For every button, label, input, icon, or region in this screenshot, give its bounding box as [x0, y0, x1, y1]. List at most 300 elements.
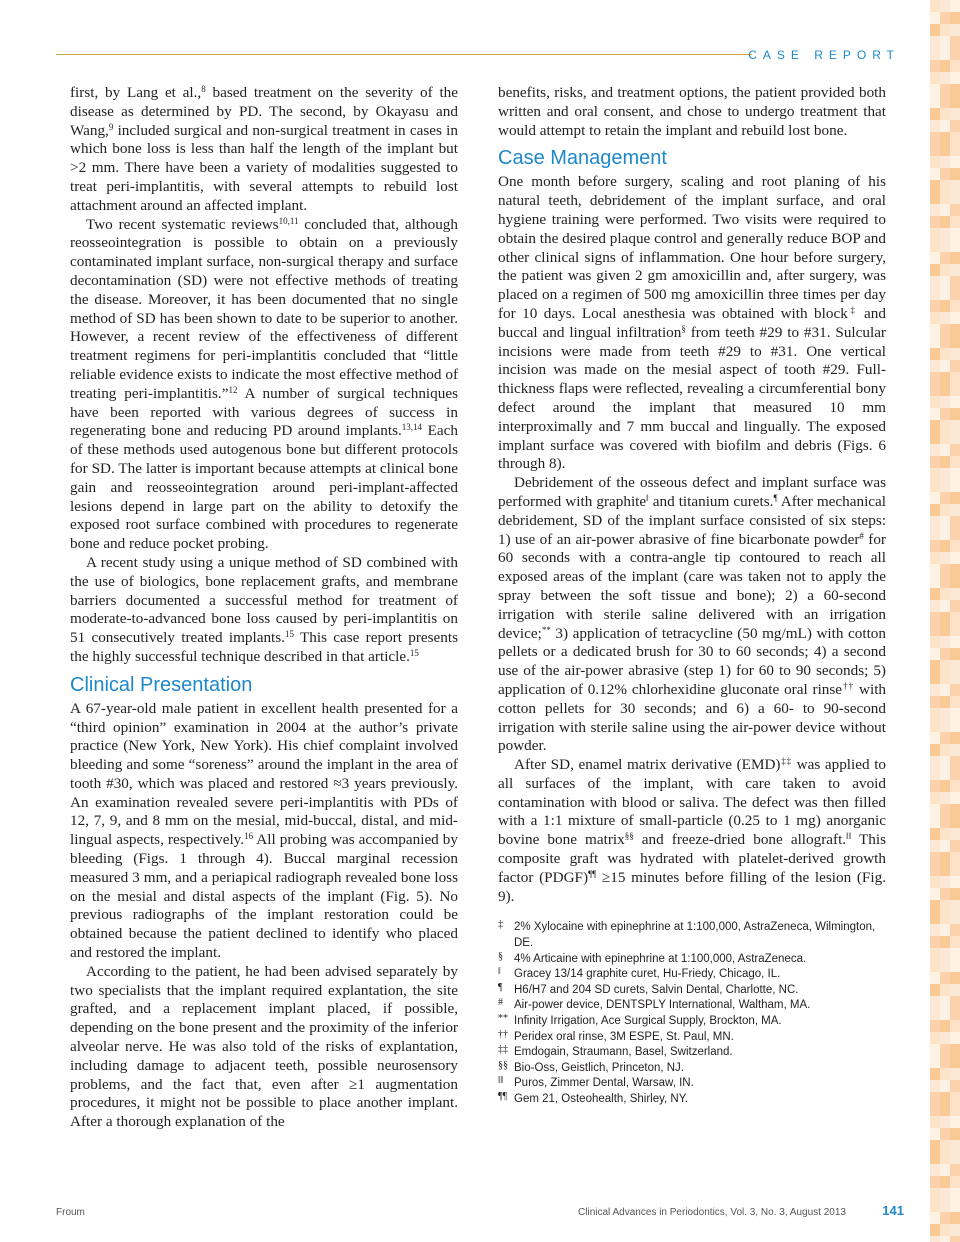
text-run: was applied to all surfaces of the implant, with care taken to avoid contamination with blood or saliva. The defect was then filled with a 1:1 mixture of small-particle (0.25 to 1 mg) anorganic bovine bone matrix — [498, 756, 887, 849]
body-paragraph — [70, 216, 458, 554]
pattern-tile — [950, 540, 960, 552]
pattern-tile — [930, 1032, 940, 1044]
pattern-tile — [930, 468, 940, 480]
pattern-tile — [950, 912, 960, 924]
pattern-tile — [950, 432, 960, 444]
pattern-tile — [950, 444, 960, 456]
pattern-tile — [940, 48, 950, 60]
pattern-tile — [930, 924, 940, 936]
pattern-tile — [930, 300, 940, 312]
pattern-tile — [950, 1212, 960, 1224]
pattern-tile — [930, 84, 940, 96]
pattern-tile — [940, 600, 950, 612]
pattern-tile — [940, 624, 950, 636]
reference-superscript: §§ — [624, 831, 634, 842]
pattern-tile — [950, 768, 960, 780]
pattern-tile — [930, 900, 940, 912]
footnote — [498, 1061, 886, 1077]
section-label: CASE REPORT — [748, 48, 900, 62]
pattern-tile — [930, 756, 940, 768]
pattern-tile — [950, 480, 960, 492]
pattern-tile — [930, 396, 940, 408]
pattern-tile — [930, 444, 940, 456]
pattern-tile — [940, 288, 950, 300]
pattern-tile — [930, 240, 940, 252]
footnote-text: Gracey 13/14 graphite curet, Hu-Friedy, Chicago, IL. — [514, 968, 781, 981]
text-run: first, by Lang et al., — [70, 84, 202, 101]
pattern-tile — [930, 204, 940, 216]
pattern-tile — [930, 516, 940, 528]
pattern-tile — [950, 276, 960, 288]
pattern-tile — [950, 1140, 960, 1152]
pattern-tile — [950, 696, 960, 708]
pattern-tile — [950, 408, 960, 420]
pattern-tile — [950, 300, 960, 312]
pattern-tile — [940, 672, 950, 684]
pattern-tile — [950, 468, 960, 480]
text-run: for 60 seconds with a contra-angle tip contoured to reach all exposed areas of the implant (care was taken not to apply the spray between the soft tissue and bone); 2) a 60-second irrigation with sterile saline delivered with an irrigation device; — [498, 530, 886, 642]
pattern-tile — [950, 168, 960, 180]
pattern-tile — [940, 120, 950, 132]
footnote-marker: ‡ — [498, 919, 503, 931]
pattern-tile — [940, 708, 950, 720]
footnote-marker: ¶¶ — [498, 1091, 508, 1102]
pattern-tile — [930, 960, 940, 972]
pattern-tile — [940, 504, 950, 516]
pattern-tile — [950, 192, 960, 204]
text-run: According to the patient, he had been advised separately by two specialists that the implant required explantation, the site grafted, and a replacement implant placed, if possible, depending on the bone present and the proximity of the inferior alveolar nerve. He was also told of the risks of explantation, including damage to adjacent teeth, possible neurosensory problems, and the fact that, even after ≥1 augmentation procedures, it might not be possible to place another implant. After a thorough explanation of the — [70, 962, 458, 1131]
pattern-tile — [950, 528, 960, 540]
pattern-tile — [930, 492, 940, 504]
pattern-tile — [940, 336, 950, 348]
pattern-tile — [940, 264, 950, 276]
pattern-tile — [930, 696, 940, 708]
footnote-text: Emdogain, Straumann, Basel, Switzerland. — [514, 1046, 733, 1059]
pattern-tile — [940, 12, 950, 24]
pattern-tile — [950, 1032, 960, 1044]
pattern-tile — [950, 0, 960, 12]
section-heading: Clinical Presentation — [70, 673, 253, 696]
pattern-tile — [940, 816, 950, 828]
pattern-tile — [930, 420, 940, 432]
pattern-tile — [950, 936, 960, 948]
text-run: ≥15 minutes before filling of the lesion (Fig. 9). — [498, 868, 886, 905]
footnote — [498, 920, 886, 951]
reference-superscript: 15 — [409, 647, 419, 658]
pattern-tile — [940, 60, 950, 72]
pattern-tile — [950, 1008, 960, 1020]
body-paragraph — [70, 700, 458, 963]
pattern-tile — [930, 120, 940, 132]
pattern-tile — [950, 972, 960, 984]
pattern-tile — [950, 516, 960, 528]
pattern-tile — [940, 72, 950, 84]
pattern-tile — [930, 1212, 940, 1224]
pattern-tile — [930, 732, 940, 744]
pattern-tile — [930, 660, 940, 672]
pattern-tile — [950, 648, 960, 660]
pattern-tile — [950, 1056, 960, 1068]
pattern-tile — [940, 36, 950, 48]
pattern-tile — [950, 1020, 960, 1032]
text-run: This composite graft was hydrated with platelet-derived growth factor (PDGF) — [498, 831, 886, 886]
pattern-tile — [930, 864, 940, 876]
pattern-tile — [930, 348, 940, 360]
pattern-tile — [950, 588, 960, 600]
text-run: After SD, enamel matrix derivative (EMD) — [514, 756, 781, 774]
reference-superscript: 9 — [108, 121, 114, 132]
footnote-marker: # — [498, 997, 503, 1009]
text-run: After mechanical debridement, SD of the implant surface consisted of six steps: 1) use of an air-power abrasive of fine bicarbonate powder — [498, 492, 887, 548]
text-run: This case report presents the highly successful technique described in that article. — [70, 629, 458, 665]
footer-author: Froum — [56, 1207, 85, 1218]
pattern-tile — [940, 828, 950, 840]
pattern-tile — [950, 60, 960, 72]
pattern-tile — [930, 144, 940, 156]
text-run: A 67-year-old male patient in excellent health presented for a “third opinion” examination in 2004 at the author’s private practice (New York, New York). His chief complaint involved bleeding and some “soreness” around the implant in the area of tooth #30, which was placed and restored ≈3 years previously. An examination revealed severe peri-implantitis with PDs of 12, 7, 9, and 8 mm on the mesial, mid-buccal, distal, and mid-lingual aspects, respectively. — [70, 699, 458, 849]
pattern-tile — [940, 396, 950, 408]
pattern-tile — [930, 156, 940, 168]
pattern-tile — [940, 744, 950, 756]
pattern-tile — [930, 456, 940, 468]
pattern-tile — [950, 624, 960, 636]
pattern-tile — [950, 72, 960, 84]
pattern-tile — [930, 288, 940, 300]
pattern-tile — [950, 864, 960, 876]
pattern-tile — [940, 108, 950, 120]
pattern-tile — [930, 996, 940, 1008]
pattern-tile — [940, 1164, 950, 1176]
pattern-tile — [950, 12, 960, 24]
pattern-tile — [950, 840, 960, 852]
pattern-tile — [950, 684, 960, 696]
reference-superscript: ** — [541, 624, 551, 635]
text-run: and buccal and lingual infiltration — [498, 304, 886, 341]
pattern-tile — [950, 120, 960, 132]
pattern-tile — [940, 1176, 950, 1188]
pattern-tile — [950, 744, 960, 756]
pattern-tile — [950, 360, 960, 372]
pattern-tile — [930, 408, 940, 420]
pattern-tile — [950, 324, 960, 336]
pattern-tile — [950, 900, 960, 912]
pattern-tile — [930, 1104, 940, 1116]
footnote-list — [498, 920, 886, 1107]
text-run: included surgical and non-surgical treatment in cases in which bone loss is less than half the length of the implant but >2 mm. There have been a variety of modalities suggested to treat peri-implantitis, with several attempts to rebuild lost attachment around an affected implant. — [70, 121, 458, 214]
pattern-tile — [940, 252, 950, 264]
reference-superscript: †† — [842, 680, 855, 691]
reference-superscript: ‡‡ — [780, 756, 792, 767]
pattern-tile — [940, 168, 950, 180]
pattern-tile — [940, 528, 950, 540]
pattern-tile — [930, 72, 940, 84]
body-paragraph — [70, 963, 458, 1132]
pattern-tile — [940, 156, 950, 168]
pattern-tile — [950, 228, 960, 240]
pattern-tile — [930, 1236, 940, 1242]
pattern-tile — [930, 228, 940, 240]
pattern-tile — [950, 180, 960, 192]
pattern-tile — [940, 1020, 950, 1032]
pattern-tile — [940, 588, 950, 600]
reference-superscript: ¶ — [773, 492, 778, 503]
footnote — [498, 1076, 886, 1092]
pattern-tile — [930, 24, 940, 36]
pattern-tile — [940, 384, 950, 396]
pattern-tile — [950, 384, 960, 396]
pattern-tile — [930, 1044, 940, 1056]
pattern-tile — [950, 504, 960, 516]
pattern-tile — [950, 1176, 960, 1188]
pattern-tile — [930, 360, 940, 372]
pattern-tile — [940, 96, 950, 108]
pattern-tile — [930, 264, 940, 276]
pattern-tile — [950, 612, 960, 624]
pattern-tile — [940, 516, 950, 528]
reference-superscript: 16 — [244, 831, 254, 842]
pattern-tile — [940, 840, 950, 852]
pattern-tile — [950, 552, 960, 564]
text-run: One month before surgery, scaling and root planing of his natural teeth, debridement of the implant surface, and oral hygiene training were performed. Two visits were required to obtain the desired plaque control and generally reduce BOP and other clinical signs of inflammation. One hour before surgery, the patient was given 2 gm amoxicillin and, after surgery, was placed on a regimen of 500 mg amoxicillin three times per day for 10 days. Local anesthesia was obtained with block — [498, 173, 886, 322]
pattern-tile — [930, 1152, 940, 1164]
footnote-marker: ¶ — [498, 981, 503, 993]
text-run: and titanium curets. — [648, 492, 774, 510]
pattern-tile — [930, 600, 940, 612]
pattern-tile — [940, 996, 950, 1008]
pattern-tile — [940, 648, 950, 660]
pattern-tile — [940, 552, 950, 564]
pattern-tile — [950, 1164, 960, 1176]
pattern-tile — [930, 552, 940, 564]
pattern-tile — [940, 468, 950, 480]
pattern-tile — [940, 732, 950, 744]
pattern-tile — [950, 420, 960, 432]
footnote — [498, 998, 886, 1014]
pattern-tile — [940, 972, 950, 984]
pattern-tile — [930, 1092, 940, 1104]
pattern-tile — [950, 756, 960, 768]
pattern-tile — [930, 744, 940, 756]
footnote-text: 4% Articaine with epinephrine at 1:100,000, AstraZeneca. — [514, 952, 807, 965]
pattern-tile — [930, 768, 940, 780]
pattern-tile — [950, 156, 960, 168]
pattern-tile — [930, 1008, 940, 1020]
pattern-tile — [950, 108, 960, 120]
pattern-tile — [940, 804, 950, 816]
pattern-tile — [940, 864, 950, 876]
pattern-tile — [930, 252, 940, 264]
reference-superscript: § — [681, 323, 686, 334]
pattern-tile — [950, 876, 960, 888]
pattern-tile — [930, 1080, 940, 1092]
pattern-tile — [930, 384, 940, 396]
pattern-tile — [940, 84, 950, 96]
pattern-tile — [950, 732, 960, 744]
pattern-tile — [930, 48, 940, 60]
pattern-tile — [930, 132, 940, 144]
pattern-tile — [940, 420, 950, 432]
pattern-tile — [930, 60, 940, 72]
pattern-tile — [930, 708, 940, 720]
left-column — [70, 84, 458, 1132]
reference-superscript: 12 — [228, 384, 238, 395]
pattern-tile — [950, 288, 960, 300]
pattern-tile — [940, 1104, 950, 1116]
pattern-tile — [950, 660, 960, 672]
pattern-tile — [950, 1200, 960, 1212]
pattern-tile — [950, 1152, 960, 1164]
pattern-tile — [930, 1056, 940, 1068]
pattern-tile — [930, 36, 940, 48]
text-run: A recent study using a unique method of SD combined with the use of biologics, bone replacement grafts, and membrane barriers documented a successful method for treatment of moderate-to-advanced bone loss caused by peri-implantitis on 51 consecutively treated implants. — [70, 553, 458, 647]
pattern-tile — [950, 708, 960, 720]
reference-superscript: # — [859, 530, 864, 541]
pattern-tile — [950, 492, 960, 504]
reference-superscript: ¶¶ — [588, 868, 597, 879]
pattern-tile — [940, 936, 950, 948]
pattern-tile — [930, 108, 940, 120]
pattern-tile — [930, 324, 940, 336]
pattern-tile — [940, 636, 950, 648]
pattern-tile — [940, 876, 950, 888]
pattern-tile — [940, 480, 950, 492]
reference-superscript: 8 — [201, 84, 206, 94]
pattern-tile — [950, 672, 960, 684]
pattern-tile — [930, 96, 940, 108]
pattern-tile — [950, 24, 960, 36]
pattern-tile — [930, 972, 940, 984]
footnote-marker: ‖‖ — [498, 1075, 504, 1087]
pattern-tile — [950, 1116, 960, 1128]
pattern-tile — [940, 852, 950, 864]
pattern-tile — [940, 576, 950, 588]
reference-superscript: 13,14 — [401, 422, 423, 433]
pattern-tile — [930, 624, 940, 636]
pattern-tile — [940, 1212, 950, 1224]
pattern-tile — [940, 564, 950, 576]
pattern-tile — [950, 948, 960, 960]
pattern-tile — [940, 1152, 950, 1164]
pattern-tile — [940, 312, 950, 324]
pattern-tile — [930, 12, 940, 24]
footnote-text: Air-power device, DENTSPLY International, Waltham, MA. — [514, 999, 811, 1012]
pattern-tile — [940, 300, 950, 312]
footnote-text: Peridex oral rinse, 3M ESPE, St. Paul, MN. — [514, 1030, 734, 1043]
pattern-tile — [950, 252, 960, 264]
pattern-tile — [950, 996, 960, 1008]
pattern-tile — [930, 1200, 940, 1212]
pattern-tile — [930, 648, 940, 660]
pattern-tile — [940, 924, 950, 936]
pattern-tile — [950, 336, 960, 348]
pattern-tile — [930, 1128, 940, 1140]
pattern-tile — [950, 720, 960, 732]
text-run: All probing was accompanied by bleeding (Figs. 1 through 4). Buccal marginal recession measured 3 mm, and a periapical radiograph revealed bone loss on the mesial and distal aspects of the implant (Fig. 5). No previous radiographs of the implant restoration could be obtained because the patient declined to identify who placed and restored the implant. — [70, 831, 458, 962]
pattern-tile — [950, 96, 960, 108]
pattern-tile — [940, 408, 950, 420]
pattern-tile — [940, 372, 950, 384]
pattern-tile — [930, 948, 940, 960]
footnote-text: Puros, Zimmer Dental, Warsaw, IN. — [514, 1077, 694, 1090]
pattern-tile — [930, 828, 940, 840]
footnote-marker: †† — [498, 1028, 508, 1040]
pattern-tile — [950, 204, 960, 216]
pattern-tile — [950, 348, 960, 360]
pattern-tile — [930, 1116, 940, 1128]
footnote — [498, 952, 886, 968]
text-run: Each of these methods used autogenous bone but different protocols for SD. The latter is important because attempts at clinical bone gain and reosseointegration around peri-implant-affected lesions depend in large part on the ability to detoxify the exposed root surface combined with procedures to regenerate bone and reduce pocket probing. — [70, 422, 458, 553]
text-run: benefits, risks, and treatment options, the patient provided both written and oral consent, and chose to undergo treatment that would attempt to retain the implant and rebuild lost bone. — [498, 84, 886, 139]
pattern-tile — [940, 612, 950, 624]
pattern-tile — [950, 828, 960, 840]
pattern-tile — [930, 816, 940, 828]
pattern-tile — [930, 936, 940, 948]
text-run: concluded that, although reosseointegration is possible to obtain on a previously contaminated implant surface, non-surgical therapy and surface decontamination (SD) were not effective methods of treating the disease. Moreover, it has been documented that no single method of SD has been shown to date to be superior to another. However, a recent review of the effectiveness of different treatment regimens for peri-implantitis concluded that “little reliable evidence exists to indicate the most effective method of treating peri-implantitis.” — [70, 215, 458, 402]
pattern-tile — [930, 1224, 940, 1236]
pattern-tile — [930, 1068, 940, 1080]
pattern-tile — [950, 924, 960, 936]
pattern-tile — [940, 276, 950, 288]
pattern-tile — [950, 48, 960, 60]
pattern-tile — [930, 984, 940, 996]
pattern-tile — [930, 804, 940, 816]
pattern-tile — [940, 660, 950, 672]
pattern-tile — [930, 312, 940, 324]
pattern-tile — [930, 672, 940, 684]
pattern-tile — [930, 480, 940, 492]
text-run: Debridement of the osseous defect and implant surface was performed with graphite — [498, 474, 886, 510]
footnote — [498, 967, 886, 983]
pattern-tile — [930, 432, 940, 444]
pattern-tile — [950, 36, 960, 48]
pattern-tile — [940, 1188, 950, 1200]
body-paragraph — [498, 173, 886, 474]
text-run: 3) application of tetracycline (50 mg/mL) with cotton pellets or a dedicated brush for 30 to 60 seconds; 4) a second use of the air-power abrasive (step 1) for 60 to 90 seconds; 5) application of 0.12% chlorhexidine gluconate oral rinse — [498, 624, 886, 698]
pattern-tile — [940, 684, 950, 696]
pattern-tile — [940, 348, 950, 360]
pattern-tile — [930, 588, 940, 600]
pattern-tile — [940, 456, 950, 468]
pattern-tile — [940, 24, 950, 36]
text-run: and freeze-dried bone allograft. — [633, 831, 847, 849]
pattern-tile — [930, 0, 940, 12]
text-run: Two recent systematic reviews — [86, 215, 279, 233]
footnote — [498, 1045, 886, 1061]
pattern-tile — [940, 180, 950, 192]
pattern-tile — [930, 540, 940, 552]
pattern-tile — [950, 1068, 960, 1080]
pattern-tile — [950, 1044, 960, 1056]
pattern-tile — [940, 1128, 950, 1140]
body-paragraph — [498, 474, 886, 756]
pattern-tile — [950, 216, 960, 228]
footnote-text: Gem 21, Osteohealth, Shirley, NY. — [514, 1093, 689, 1105]
pattern-tile — [950, 1128, 960, 1140]
right-column — [498, 84, 886, 1108]
pattern-tile — [930, 720, 940, 732]
pattern-tile — [930, 612, 940, 624]
footnote — [498, 983, 886, 999]
pattern-tile — [940, 1224, 950, 1236]
pattern-tile — [940, 912, 950, 924]
pattern-tile — [950, 984, 960, 996]
pattern-tile — [940, 144, 950, 156]
pattern-tile — [930, 576, 940, 588]
pattern-tile — [940, 1092, 950, 1104]
pattern-tile — [930, 840, 940, 852]
footnote — [498, 1014, 886, 1030]
reference-superscript: 10,11 — [278, 215, 299, 226]
